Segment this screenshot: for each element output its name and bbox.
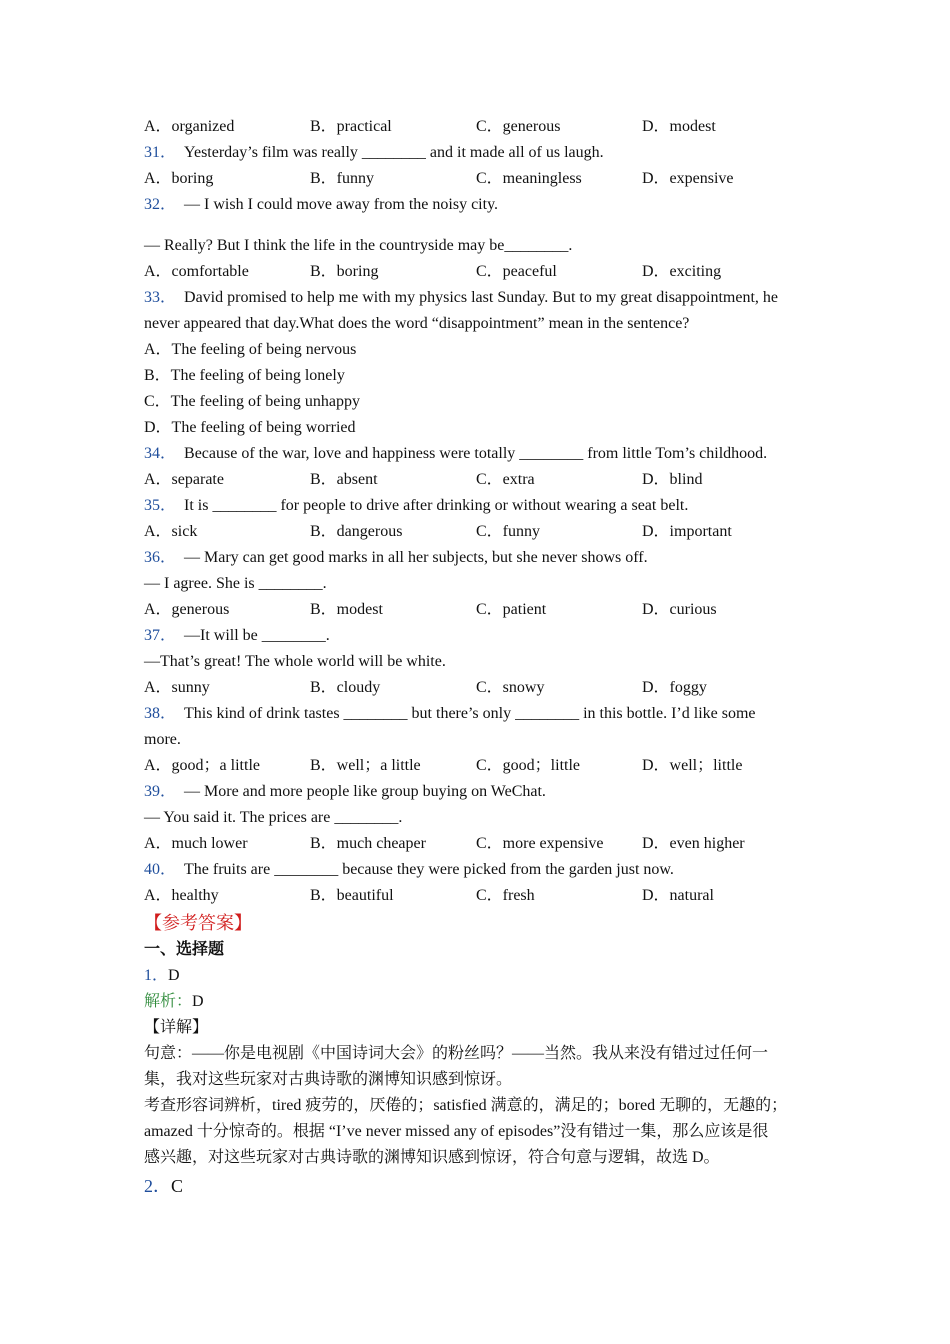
option-a[interactable]: A．organized — [144, 118, 235, 135]
question-reply: — I agree. She is ________. — [144, 575, 327, 592]
q36-options — [144, 597, 809, 623]
q35-options — [144, 519, 809, 545]
option-a[interactable]: A．good；a little — [144, 757, 260, 774]
explanation-line-2: amazed 十分惊奇的。根据 “I’ve never missed any of episodes”没有错过一集，那么应该是很 — [144, 1123, 769, 1140]
option-c[interactable]: C．peaceful — [476, 263, 557, 280]
option-b[interactable]: B．practical — [310, 118, 392, 135]
option-a[interactable]: A．boring — [144, 170, 214, 187]
analysis — [144, 989, 809, 1015]
question-text: — More and more people like group buying on WeChat. — [184, 783, 546, 800]
question-number: 39． — [144, 783, 177, 800]
question-number: 34． — [144, 445, 177, 462]
answer-key-header: 【参考答案】 — [144, 913, 252, 933]
q31-options — [144, 166, 809, 192]
question-text: It is ________ for people to drive after drinking or without wearing a seat belt. — [184, 497, 689, 514]
question-number: 38． — [144, 705, 177, 722]
question-text: —It will be ________. — [184, 627, 330, 644]
question-text: The fruits are ________ because they were picked from the garden just now. — [184, 861, 674, 878]
question-number: 36． — [144, 549, 177, 566]
meaning-line-1: 句意：——你是电视剧《中国诗词大会》的粉丝吗？——当然。我从来没有错过过任何一 — [144, 1045, 769, 1062]
explanation-line-3: 感兴趣，对这些玩家对古典诗歌的渊博知识感到惊讶，符合句意与逻辑，故选 D。 — [144, 1149, 720, 1166]
answer-2 — [144, 1171, 809, 1197]
document-page — [144, 114, 809, 1197]
option-a[interactable]: A．sunny — [144, 679, 210, 696]
option-a[interactable]: A．The feeling of being nervous — [144, 341, 357, 358]
question-reply: — You said it. The prices are ________. — [144, 809, 403, 826]
question-39 — [144, 779, 809, 805]
question-37 — [144, 623, 809, 649]
option-b[interactable]: B．beautiful — [310, 887, 394, 904]
option-c[interactable]: C．good；little — [476, 757, 581, 774]
option-d[interactable]: D．The feeling of being worried — [144, 419, 356, 436]
option-c[interactable]: C．funny — [476, 523, 541, 540]
option-b[interactable]: B．cloudy — [310, 679, 381, 696]
option-a[interactable]: A．generous — [144, 601, 230, 618]
option-b[interactable]: B．boring — [310, 263, 379, 280]
question-36 — [144, 545, 809, 571]
explanation-line-1: 考查形容词辨析，tired 疲劳的，厌倦的；satisfied 满意的，满足的；bored 无聊的，无趣的； — [144, 1097, 788, 1114]
option-c[interactable]: C．generous — [476, 118, 561, 135]
question-38 — [144, 701, 809, 727]
question-text: This kind of drink tastes ________ but there’s only ________ in this bottle. I’d like some — [184, 705, 756, 722]
question-number: 33． — [144, 289, 177, 306]
option-c[interactable]: C．The feeling of being unhappy — [144, 393, 360, 410]
question-number: 40． — [144, 861, 177, 878]
option-d[interactable]: D．expensive — [642, 170, 734, 187]
question-text: David promised to help me with my physics last Sunday. But to my great disappointment, he — [184, 289, 779, 306]
option-b[interactable]: B．well；a little — [310, 757, 421, 774]
question-40 — [144, 857, 809, 883]
option-a[interactable]: A．sick — [144, 523, 198, 540]
q38-options — [144, 753, 809, 779]
answer-number: 2． — [144, 1176, 171, 1196]
question-35 — [144, 493, 809, 519]
option-a[interactable]: A．much lower — [144, 835, 248, 852]
analysis-value: D — [192, 993, 204, 1010]
option-d[interactable]: D．exciting — [642, 263, 722, 280]
option-c[interactable]: C．fresh — [476, 887, 535, 904]
question-text-cont: more. — [144, 731, 181, 748]
option-c[interactable]: C．more expensive — [476, 835, 604, 852]
option-c[interactable]: C．meaningless — [476, 170, 582, 187]
option-b[interactable]: B．dangerous — [310, 523, 403, 540]
meaning-line-2: 集，我对这些玩家对古典诗歌的渊博知识感到惊讶。 — [144, 1071, 513, 1088]
q30-options — [144, 114, 809, 140]
answer-1 — [144, 963, 809, 989]
question-32 — [144, 192, 809, 218]
q37-options — [144, 675, 809, 701]
q32-options — [144, 259, 809, 285]
option-b[interactable]: B．The feeling of being lonely — [144, 367, 345, 384]
analysis-label: 解析： — [144, 993, 193, 1010]
option-a[interactable]: A．separate — [144, 471, 224, 488]
q34-options — [144, 467, 809, 493]
option-d[interactable]: D．even higher — [642, 835, 745, 852]
question-number: 31． — [144, 144, 177, 161]
option-c[interactable]: C．extra — [476, 471, 535, 488]
section-heading: 一、选择题 — [144, 941, 225, 958]
option-c[interactable]: C．patient — [476, 601, 547, 618]
option-b[interactable]: B．funny — [310, 170, 375, 187]
answer-value: C — [171, 1176, 184, 1196]
question-text-cont: never appeared that day.What does the word “disappointment” mean in the sentence? — [144, 315, 690, 332]
question-text: — Mary can get good marks in all her subjects, but she never shows off. — [184, 549, 648, 566]
option-b[interactable]: B．modest — [310, 601, 383, 618]
option-a[interactable]: A．comfortable — [144, 263, 249, 280]
option-d[interactable]: D．blind — [642, 471, 703, 488]
option-d[interactable]: D．natural — [642, 887, 714, 904]
option-d[interactable]: D．well；little — [642, 757, 743, 774]
answer-number: 1． — [144, 967, 169, 984]
question-number: 37． — [144, 627, 177, 644]
question-text: Because of the war, love and happiness were totally ________ from little Tom’s childhood. — [184, 445, 768, 462]
question-reply: —That’s great! The whole world will be white. — [144, 653, 446, 670]
option-a[interactable]: A．healthy — [144, 887, 219, 904]
q40-options — [144, 883, 809, 909]
question-reply: — Really? But I think the life in the countryside may be________. — [144, 237, 573, 254]
question-number: 35． — [144, 497, 177, 514]
option-d[interactable]: D．curious — [642, 601, 717, 618]
question-text: — I wish I could move away from the noisy city. — [184, 196, 499, 213]
question-34 — [144, 441, 809, 467]
question-text: Yesterday’s film was really ________ and it made all of us laugh. — [184, 144, 604, 161]
detail-label: 【详解】 — [144, 1019, 209, 1036]
question-31 — [144, 140, 809, 166]
q39-options — [144, 831, 809, 857]
option-b[interactable]: B．much cheaper — [310, 835, 426, 852]
option-b[interactable]: B．absent — [310, 471, 378, 488]
option-d[interactable]: D．foggy — [642, 679, 707, 696]
option-d[interactable]: D．modest — [642, 118, 716, 135]
question-number: 32． — [144, 196, 177, 213]
option-c[interactable]: C．snowy — [476, 679, 545, 696]
answer-value: D — [168, 967, 180, 984]
option-d[interactable]: D．important — [642, 523, 732, 540]
question-33 — [144, 285, 809, 311]
